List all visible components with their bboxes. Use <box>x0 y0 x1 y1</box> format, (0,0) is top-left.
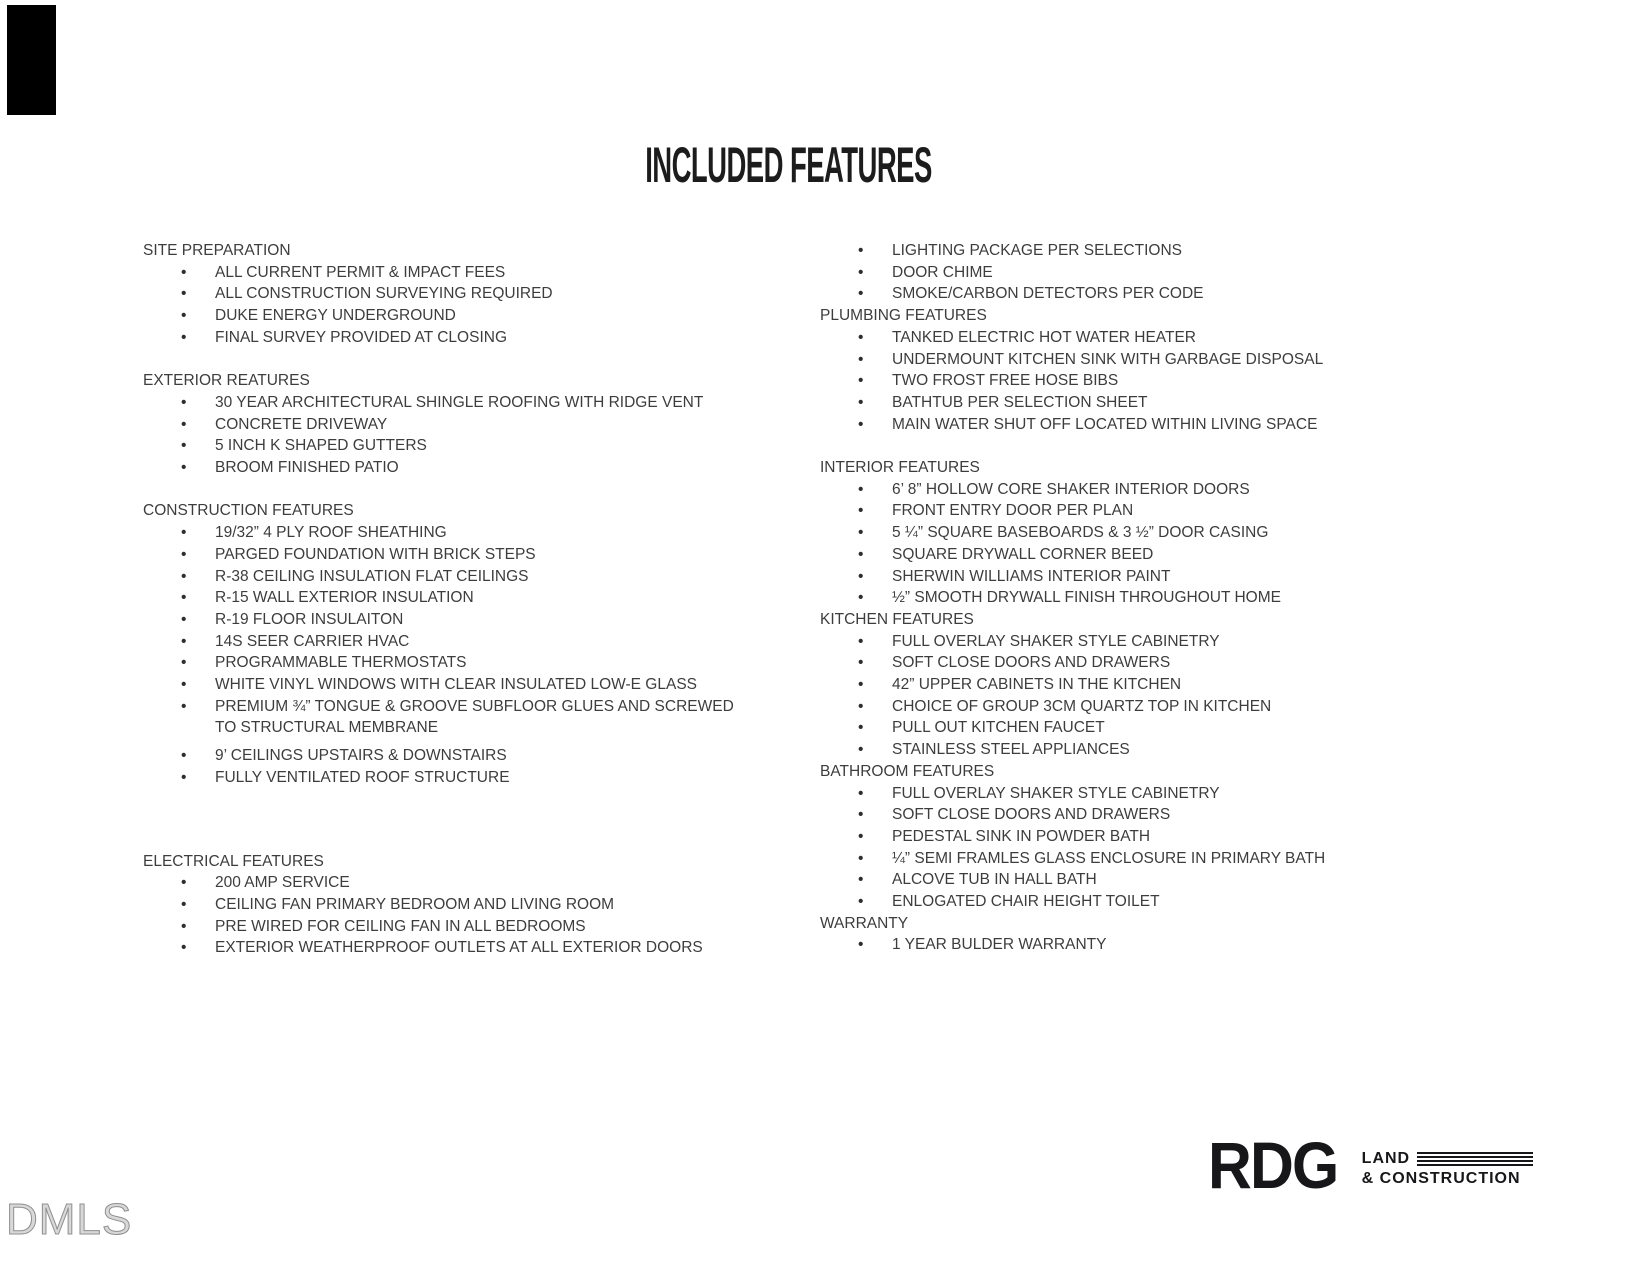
feature-item: • ALL CURRENT PERMIT & IMPACT FEES <box>143 262 750 284</box>
feature-item: • SHERWIN WILLIAMS INTERIOR PAINT <box>820 566 1362 588</box>
section-heading: INTERIOR FEATURES <box>820 459 980 477</box>
page-title: INCLUDED FEATURES <box>644 137 932 193</box>
feature-item: • SOFT CLOSE DOORS AND DRAWERS <box>820 652 1362 674</box>
feature-item: • WHITE VINYL WINDOWS WITH CLEAR INSULATED LOW-E GLASS <box>143 674 750 696</box>
section-heading: WARRANTY <box>820 914 909 932</box>
section-heading: KITCHEN FEATURES <box>820 610 974 628</box>
feature-item: • ALL CONSTRUCTION SURVEYING REQUIRED <box>143 283 750 305</box>
section-plumbing-features <box>820 305 1362 435</box>
feature-item: • 14S SEER CARRIER HVAC <box>143 631 750 653</box>
feature-item: • PULL OUT KITCHEN FAUCET <box>820 717 1362 739</box>
feature-item: • SQUARE DRYWALL CORNER BEED <box>820 544 1362 566</box>
feature-item: • ¼” SEMI FRAMLES GLASS ENCLOSURE IN PRIMARY BATH <box>820 848 1362 870</box>
feature-item: • SOFT CLOSE DOORS AND DRAWERS <box>820 804 1362 826</box>
features-column-right <box>820 240 1362 956</box>
feature-item: • PREMIUM ¾” TONGUE & GROOVE SUBFLOOR GLUES AND SCREWED TO STRUCTURAL MEMBRANE <box>143 696 750 739</box>
feature-item: • TANKED ELECTRIC HOT WATER HEATER <box>820 327 1362 349</box>
section-heading: ELECTRICAL FEATURES <box>143 852 324 870</box>
feature-item: • PROGRAMMABLE THERMOSTATS <box>143 652 750 674</box>
page-title-row <box>143 137 1433 193</box>
section-exterior-features <box>143 370 750 479</box>
feature-item: • FULLY VENTILATED ROOF STRUCTURE <box>143 767 750 789</box>
feature-item: • CONCRETE DRIVEWAY <box>143 414 750 436</box>
section-electrical-continued <box>820 240 1362 305</box>
feature-item: • LIGHTING PACKAGE PER SELECTIONS <box>820 240 1362 262</box>
feature-item: • 30 YEAR ARCHITECTURAL SHINGLE ROOFING WITH RIDGE VENT <box>143 392 750 414</box>
rdg-logo-tagline <box>1362 1150 1533 1191</box>
feature-item: • 200 AMP SERVICE <box>143 872 750 894</box>
features-column-left <box>143 240 750 959</box>
section-site-preparation <box>143 240 750 349</box>
feature-item: • DOOR CHIME <box>820 262 1362 284</box>
feature-item: • BATHTUB PER SELECTION SHEET <box>820 392 1362 414</box>
feature-item: • 9’ CEILINGS UPSTAIRS & DOWNSTAIRS <box>143 745 750 767</box>
feature-item: • CEILING FAN PRIMARY BEDROOM AND LIVING ROOM <box>143 894 750 916</box>
feature-item: • R-38 CEILING INSULATION FLAT CEILINGS <box>143 566 750 588</box>
feature-item: • UNDERMOUNT KITCHEN SINK WITH GARBAGE DISPOSAL <box>820 349 1362 371</box>
feature-item: • 5 INCH K SHAPED GUTTERS <box>143 435 750 457</box>
section-heading: CONSTRUCTION FEATURES <box>143 502 354 520</box>
feature-item: • FULL OVERLAY SHAKER STYLE CABINETRY <box>820 631 1362 653</box>
feature-item: • ENLOGATED CHAIR HEIGHT TOILET <box>820 891 1362 913</box>
feature-item: • FINAL SURVEY PROVIDED AT CLOSING <box>143 327 750 349</box>
section-heading: PLUMBING FEATURES <box>820 307 987 325</box>
feature-item: • R-19 FLOOR INSULAITON <box>143 609 750 631</box>
feature-item: • 42” UPPER CABINETS IN THE KITCHEN <box>820 674 1362 696</box>
feature-item: • CHOICE OF GROUP 3CM QUARTZ TOP IN KITCHEN <box>820 696 1362 718</box>
feature-item: • EXTERIOR WEATHERPROOF OUTLETS AT ALL EXTERIOR DOORS <box>143 937 750 959</box>
feature-item: • STAINLESS STEEL APPLIANCES <box>820 739 1362 761</box>
feature-item: • MAIN WATER SHUT OFF LOCATED WITHIN LIVING SPACE <box>820 414 1362 436</box>
section-kitchen-features <box>820 609 1362 761</box>
dmls-watermark: DMLS <box>6 1195 133 1244</box>
feature-item: • SMOKE/CARBON DETECTORS PER CODE <box>820 283 1362 305</box>
rdg-logo-construction-label: & CONSTRUCTION <box>1361 1170 1521 1188</box>
rdg-logo-land-label: LAND <box>1361 1150 1411 1168</box>
section-electrical-features <box>143 851 750 960</box>
section-heading: EXTERIOR REATURES <box>143 372 310 390</box>
feature-item: • PEDESTAL SINK IN POWDER BATH <box>820 826 1362 848</box>
feature-item: • PARGED FOUNDATION WITH BRICK STEPS <box>143 544 750 566</box>
feature-item: • FULL OVERLAY SHAKER STYLE CABINETRY <box>820 783 1362 805</box>
feature-item: • FRONT ENTRY DOOR PER PLAN <box>820 500 1362 522</box>
scan-artifact-black-mark <box>7 5 56 115</box>
section-interior-features <box>820 457 1362 609</box>
feature-item: • DUKE ENERGY UNDERGROUND <box>143 305 750 327</box>
feature-item: • BROOM FINISHED PATIO <box>143 457 750 479</box>
feature-item: • 5 ¼” SQUARE BASEBOARDS & 3 ½” DOOR CASING <box>820 522 1362 544</box>
feature-item: • 6’ 8” HOLLOW CORE SHAKER INTERIOR DOORS <box>820 479 1362 501</box>
logo-stripes-icon <box>1417 1152 1533 1166</box>
section-heading: SITE PREPARATION <box>143 242 291 259</box>
rdg-logo <box>1208 1128 1533 1202</box>
section-heading: BATHROOM FEATURES <box>820 762 995 780</box>
section-construction-features <box>143 500 750 788</box>
feature-item: • TWO FROST FREE HOSE BIBS <box>820 370 1362 392</box>
section-warranty <box>820 913 1362 956</box>
feature-item: • 1 YEAR BULDER WARRANTY <box>820 934 1362 956</box>
feature-item: • ½” SMOOTH DRYWALL FINISH THROUGHOUT HOME <box>820 587 1362 609</box>
feature-item: • ALCOVE TUB IN HALL BATH <box>820 869 1362 891</box>
feature-item: • PRE WIRED FOR CEILING FAN IN ALL BEDROOMS <box>143 916 750 938</box>
feature-item: • R-15 WALL EXTERIOR INSULATION <box>143 587 750 609</box>
section-bathroom-features <box>820 761 1362 913</box>
rdg-logo-brand: RDG <box>1208 1128 1338 1202</box>
feature-item: • 19/32” 4 PLY ROOF SHEATHING <box>143 522 750 544</box>
